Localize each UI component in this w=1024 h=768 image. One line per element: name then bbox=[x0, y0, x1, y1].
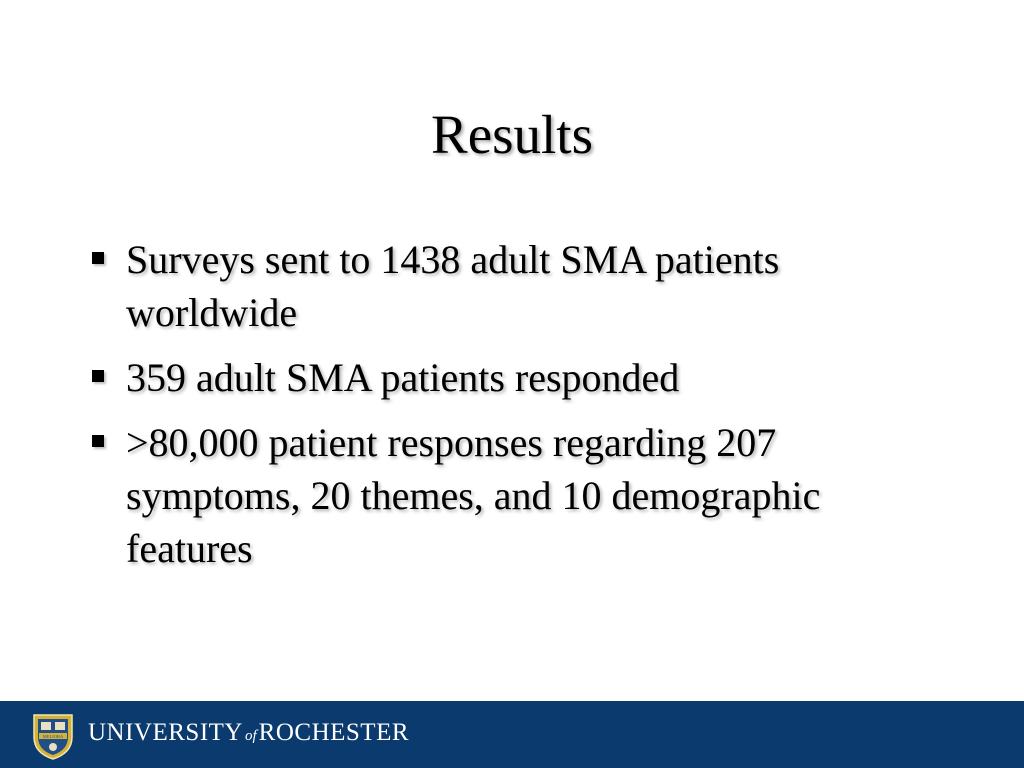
university-seal-icon bbox=[30, 711, 76, 761]
university-wordmark bbox=[88, 717, 409, 752]
wordmark-rochester: ROCHESTER bbox=[258, 719, 410, 746]
bullet-text: >80,000 patient responses regarding 207 symptoms, 20 themes, and 10 demographic features bbox=[126, 420, 821, 571]
bullet-item bbox=[86, 351, 946, 404]
wordmark-of: of bbox=[245, 728, 257, 744]
bullet-text: Surveys sent to 1438 adult SMA patients worldwide bbox=[126, 237, 780, 335]
bullet-list bbox=[86, 233, 946, 587]
square-bullet-icon bbox=[92, 252, 104, 264]
footer-bar bbox=[0, 701, 1024, 768]
bullet-text: 359 adult SMA patients responded bbox=[126, 355, 680, 400]
square-bullet-icon bbox=[92, 370, 104, 382]
square-bullet-icon bbox=[92, 435, 104, 447]
slide-title: Results bbox=[431, 104, 593, 165]
wordmark-university: UNIVERSITY bbox=[88, 719, 243, 746]
bullet-item bbox=[86, 233, 946, 339]
bullet-item bbox=[86, 416, 946, 575]
seal-motto: MELIORA bbox=[42, 734, 64, 739]
